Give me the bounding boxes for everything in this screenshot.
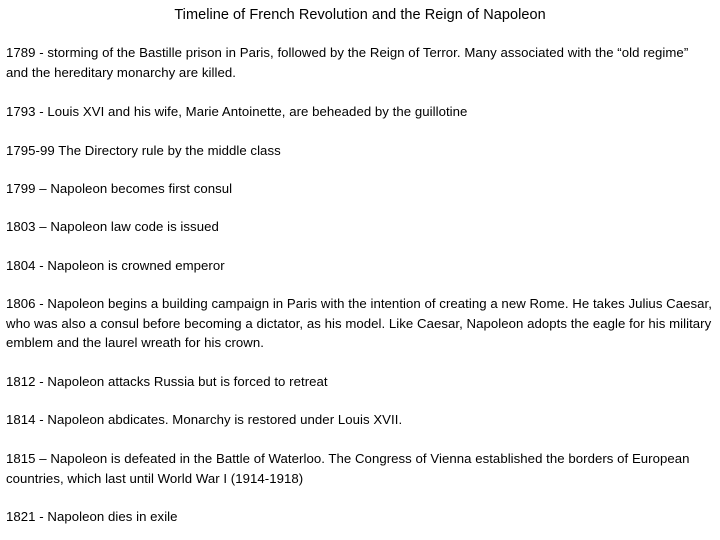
timeline-entry-1799: 1799 – Napoleon becomes first consul (6, 181, 233, 196)
timeline-entry-1789: 1789 - storming of the Bastille prison in Paris, followed by the Reign of Terror. Many associated with the “old regime” and the hereditary monarchy are killed. (6, 45, 689, 80)
timeline-entry-1804: 1804 - Napoleon is crowned emperor (6, 258, 225, 273)
timeline-entry-1815: 1815 – Napoleon is defeated in the Battle of Waterloo. The Congress of Vienna established the borders of European countries, which last until World War I (1914-1918) (6, 451, 690, 486)
timeline-entry-1814: 1814 - Napoleon abdicates. Monarchy is restored under Louis XVII. (6, 412, 403, 427)
timeline-entry-1812: 1812 - Napoleon attacks Russia but is forced to retreat (6, 374, 328, 389)
document-title: Timeline of French Revolution and the Reign of Napoleon (174, 7, 546, 23)
timeline-entry-1795-99: 1795-99 The Directory rule by the middle class (6, 143, 281, 158)
timeline-entry-1821: 1821 - Napoleon dies in exile (6, 509, 178, 524)
timeline-entry-1793: 1793 - Louis XVI and his wife, Marie Antoinette, are beheaded by the guillotine (6, 104, 468, 119)
timeline-entry-1806: 1806 - Napoleon begins a building campaign in Paris with the intention of creating a new Rome. He takes Julius Caesar, who was also a consul before becoming a dictator, as his model. Like Caesar, Napoleon adopts the eagle for his military emblem and the laurel wreath for his crown. (6, 296, 712, 350)
timeline-entry-1803: 1803 – Napoleon law code is issued (6, 219, 219, 234)
